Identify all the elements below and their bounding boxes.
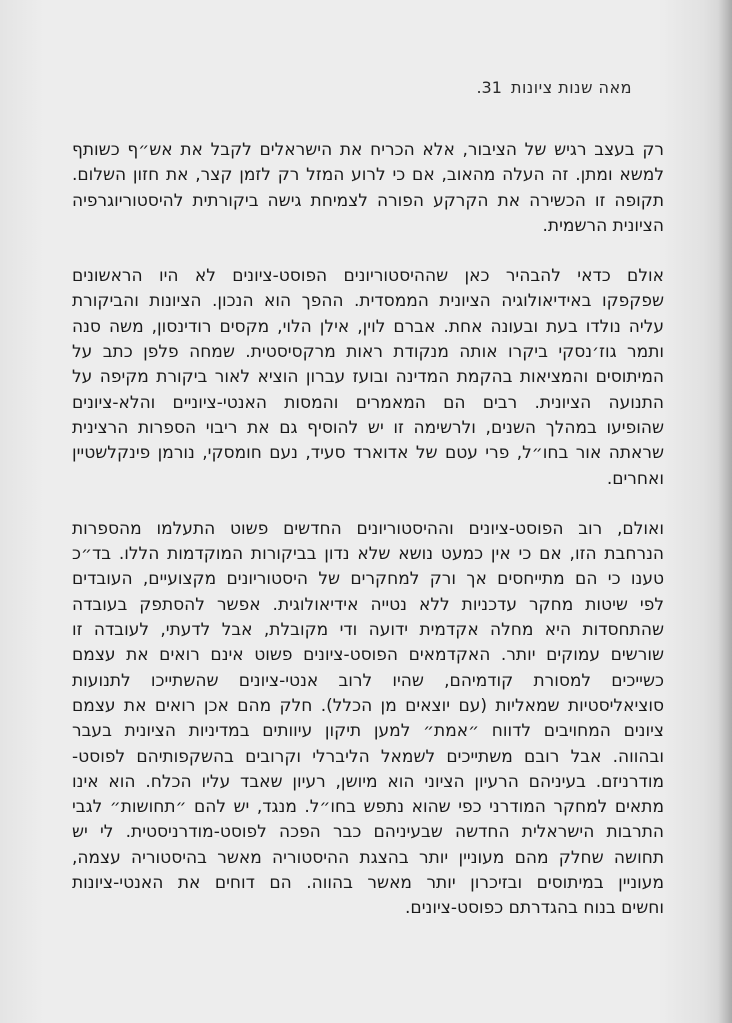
text-line: טענו כי הם מתייחסים אך ורק למחקרים של היסטוריונים מקצועיים, העובדים: [72, 569, 664, 590]
text-line: הציונית הרשמית.: [542, 215, 664, 236]
text-line: התרבות הישראלית החדשה שבעיניהם כבר הפכה לפוסט-מודרניסטית. לי יש: [72, 822, 664, 843]
page-number: 31.: [476, 78, 502, 97]
paragraph: [72, 517, 664, 922]
text-line: תחושה שחלק מהם מעוניין יותר בהצגת ההיסטוריה מאשר בהיסטוריה עצמה,: [72, 847, 664, 868]
text-line: הנרחבת הזו, אם כי אין כמעט נושא שלא נדון בביקורות המוקדמות הללו. בד״כ: [72, 544, 664, 565]
text-line: שראתה אור בחו״ל, פרי עטם של אדוארד סעיד, נעם חומסקי, נורמן פינקלשטיין: [72, 443, 664, 464]
text-line: ותמר גוז׳נסקי ביקרו אותה מנקודת ראות מרקסיסטית. שמחה פלפן כתב על: [72, 342, 664, 363]
text-line: רק בעצב רגיש של הציבור, אלא הכריח את הישראלים לקבל את אש״ף כשותף: [72, 140, 664, 160]
text-line: תקופה זו הכשירה את הקרקע הפורה לצמיחת גישה ביקורתית להיסטוריוגרפיה: [72, 190, 664, 211]
text-line: ובהווה. אבל רובם משתייכים לשמאל הליברלי וקרובים בהשקפותיהם לפוסט-: [72, 746, 664, 767]
paragraph: [72, 138, 664, 239]
text-line: שורשים עמוקים יותר. האקדמאים הפוסט-ציונים פשוט אינם רואים את עצמם: [72, 645, 664, 666]
text-line: שפקפקו באידיאולוגיה הציונית הממסדית. ההפך הוא הנכון. הציונות והביקורת: [72, 291, 664, 312]
text-line: ציונים המחויבים לדווח ״אמת״ למען תיקון עיוותים במדיניות הציונית בעבר: [72, 721, 664, 742]
text-line: עליה נולדו בעת ובעונה אחת. אברם לוין, אילן הלוי, מקסים רודינסון, משה סנה: [72, 316, 664, 337]
text-line: אולם כדאי להבהיר כאן שההיסטוריונים הפוסט-ציונים לא היו הראשונים: [72, 266, 664, 287]
text-line: ואולם, רוב הפוסט-ציונים וההיסטוריונים החדשים פשוט התעלמו מהספרות: [72, 518, 664, 539]
text-line: סוציאליסטיות שמאליות (עם יוצאים מן הכלל). חלק מהם אכן רואים את עצמם: [72, 695, 664, 716]
text-line: למשא ומתן. זה העלה מהאוב, אם כי לרוע המזל רק לזמן קצר, את חזון השלום.: [72, 165, 664, 186]
text-line: שהופיעו במהלך השנים, ולרשימה זו יש להוסיף גם את ריבוי הספרות הרצינית: [72, 417, 664, 438]
text-line: שהתחסדות היא מחלה אקדמית ידועה ודי מקובלת, אבל לדעתי, לעובדה זו: [72, 620, 664, 641]
text-line: המיתוסים והמציאות בהקמת המדינה ובועז עברון הוציא לאור ביקורת מקיפה על: [72, 367, 664, 388]
text-line: ואחרים.: [606, 468, 664, 489]
text-line: לפי שיטות מחקר עדכניות ללא נטייה אידיאולוגית. אפשר להסתפק בעובדה: [72, 594, 664, 615]
page-spine-shadow: [718, 0, 732, 1023]
text-line: מעוניין במיתוסים ובזיכרון יותר מאשר בהווה. הם דוחים את האנטי-ציונות: [72, 873, 664, 894]
text-line: מודרניזם. בעיניהם הרעיון הציוני הוא מיושן, רעיון שאבד עליו הכלח. הוא אינו: [72, 771, 664, 792]
running-header-title: מאה שנות ציונות: [510, 78, 632, 97]
text-line: התנועה הציונית. רבים הם המאמרים והמסות האנטי-ציוניים והלא-ציונים: [72, 392, 664, 413]
text-line: מתאים למחקר המודרני כפי שהוא נתפש בחו״ל. מנגד, יש להם ״תחושות״ לגבי: [72, 797, 664, 818]
paragraph: [72, 264, 664, 492]
text-line: וחשים בנוח בהגדרתם כפוסט-ציונים.: [405, 898, 664, 919]
text-line: כשייכים למסורת קודמיהם, שהיו לרוב אנטי-ציונים שהשתייכו לתנועות: [72, 670, 664, 691]
page-body: [72, 138, 664, 947]
running-header: [76, 78, 632, 97]
